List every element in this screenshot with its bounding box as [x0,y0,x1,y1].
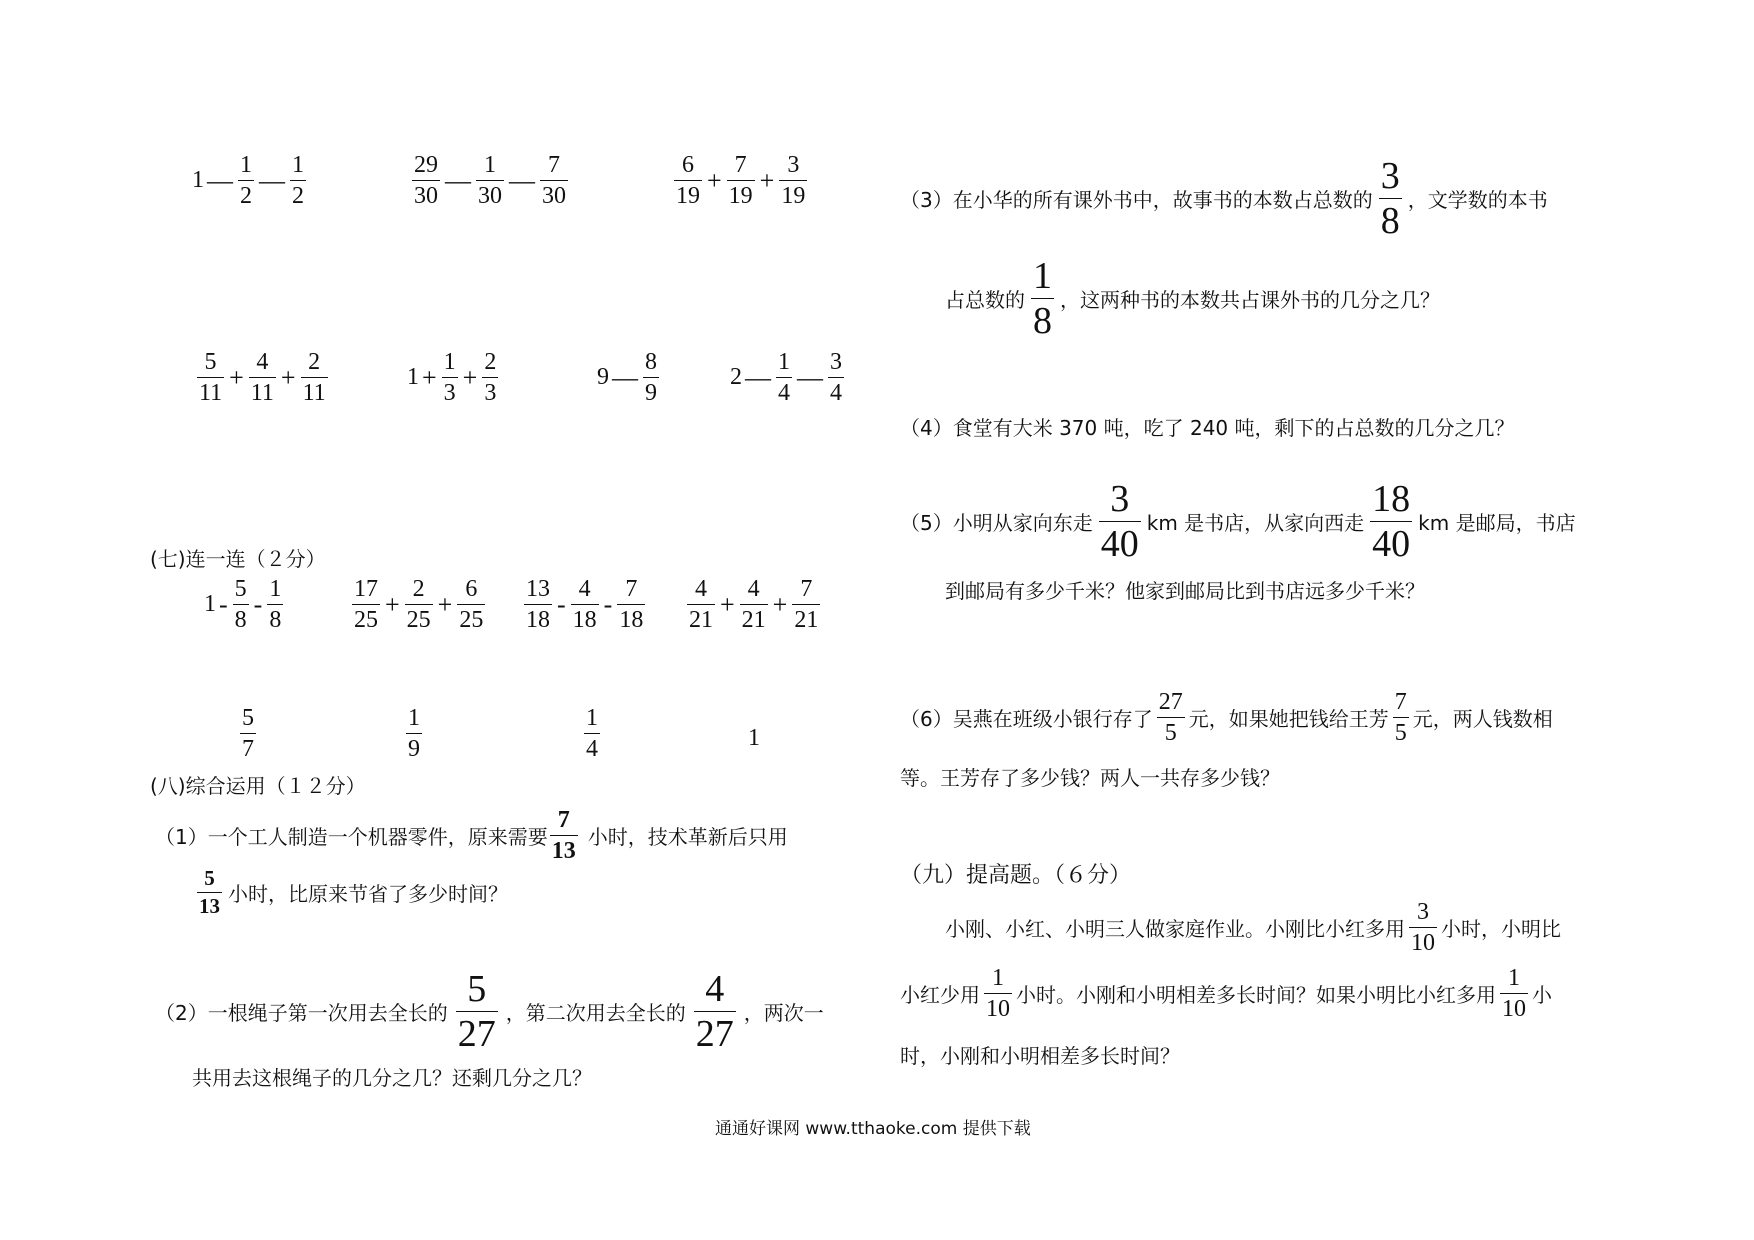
fraction: $\frac{3}{10}$ [1411,899,1435,956]
fraction: $\frac{1}{8}$ [1033,255,1052,342]
fraction: $\frac{1}{30}$ [478,152,502,209]
calc-1-1: 1 — $\frac{1}{2}$ — $\frac{1}{2}$ [192,152,304,209]
fraction: $\frac{7}{18}$ [619,576,644,633]
question-6: （6）吴燕在班级小银行存了 $\frac{27}{5}$ 元，如果她把钱给王芳 $\frac{7}{5}$ 元，两人钱数相 [900,689,1553,746]
fraction: $\frac{27}{5}$ [1158,689,1183,746]
fraction: $\frac{4}{21}$ [741,576,766,633]
calc-2-2: 1 + $\frac{1}{3}$ + $\frac{2}{3}$ [407,349,497,406]
fraction: $\frac{7}{13}$ [551,807,576,864]
question-5: （5）小明从家向东走 $\frac{3}{40}$ km 是书店，从家向西走 $\frac{18}{40}$ km 是邮局，书店 [900,478,1576,565]
fraction: $\frac{29}{30}$ [414,152,438,209]
fraction: $\frac{5}{13}$ [199,866,220,918]
fraction: $\frac{1}{10}$ [1502,965,1526,1022]
calc-1-2: $\frac{29}{30}$ — $\frac{1}{30}$ — $\frac{7}{30}$ [414,152,566,209]
question-2: （2）一根绳子第一次用去全长的 $\frac{5}{27}$ ，第二次用去全长的 $\frac{4}{27}$ ，两次一 [155,968,824,1055]
section-9-line-2: 小红少用 $\frac{1}{10}$ 小时。小刚和小明相差多长时间？如果小明比小红多用 $\frac{1}{10}$ 小 [900,965,1552,1022]
fraction: $\frac{6}{25}$ [459,576,484,633]
section-8-title: (八)综合运用（１２分） [150,774,366,798]
question-5-cont: 到邮局有多少千米？他家到邮局比到书店远多少千米？ [945,579,1425,603]
question-4: （4）食堂有大米 370 吨，吃了 240 吨，剩下的占总数的几分之几？ [900,416,1515,440]
calc-2-1: $\frac{5}{11}$ + $\frac{4}{11}$ + $\frac{2}{11}$ [199,349,326,406]
fraction: $\frac{1}{8}$ [269,576,282,633]
fraction: $\frac{3}{4}$ [830,349,842,406]
fraction: $\frac{3}{19}$ [781,152,806,209]
match-answer-4: 1 [748,725,760,751]
question-2-cont: 共用去这根绳子的几分之几？还剩几分之几？ [192,1066,592,1090]
fraction: $\frac{1}{9}$ [408,705,420,762]
question-1-cont: $\frac{5}{13}$ 小时，比原来节省了多少时间？ [199,866,508,918]
fraction: $\frac{2}{11}$ [302,349,326,406]
fraction: $\frac{4}{21}$ [689,576,713,633]
match-expr-2: $\frac{17}{25}$ + $\frac{2}{25}$ + $\frac{6}{25}$ [354,576,484,633]
question-1: （1）一个工人制造一个机器零件，原来需要 $\frac{7}{13}$ 小时，技术革新后只用 [155,807,788,864]
fraction: $\frac{4}{11}$ [250,349,274,406]
fraction: $\frac{5}{7}$ [242,705,254,762]
fraction: $\frac{4}{27}$ [695,968,734,1055]
fraction: $\frac{5}{11}$ [199,349,223,406]
fraction: $\frac{7}{21}$ [794,576,819,633]
fraction: $\frac{7}{30}$ [542,152,566,209]
calc-2-3: 9 — $\frac{8}{9}$ [597,349,657,406]
fraction: $\frac{2}{3}$ [484,349,497,406]
fraction: $\frac{1}{4}$ [778,349,790,406]
fraction: $\frac{1}{4}$ [586,705,598,762]
section-9-line-3: 时，小刚和小明相差多长时间？ [900,1044,1180,1068]
section-9-line-1: 小刚、小红、小明三人做家庭作业。小刚比小红多用 $\frac{3}{10}$ 小时，小明比 [945,899,1561,956]
fraction: $\frac{5}{8}$ [234,576,247,633]
fraction: $\frac{7}{5}$ [1394,689,1407,746]
match-answer-3 [582,706,602,761]
fraction: $\frac{3}{8}$ [1380,155,1400,242]
question-6-cont: 等。王芳存了多少钱？两人一共存多少钱？ [900,766,1280,790]
calc-1-3: $\frac{6}{19}$ + $\frac{7}{19}$ + $\frac{3}{19}$ [676,152,806,209]
fraction: $\frac{1}{3}$ [443,349,456,406]
fraction: $\frac{7}{19}$ [728,152,753,209]
fraction: $\frac{4}{18}$ [572,576,597,633]
match-expr-1: 1 - $\frac{5}{8}$ - $\frac{1}{8}$ [204,576,282,633]
fraction: $\frac{17}{25}$ [354,576,378,633]
fraction: $\frac{2}{25}$ [406,576,431,633]
fraction: $\frac{8}{9}$ [645,349,657,406]
section-9-title: （九）提高题。（６分） [900,863,1132,888]
footer-source: 通通好课网 www.tthaoke.com 提供下载 [715,1119,1031,1139]
section-7-title: (七)连一连（２分） [150,547,326,571]
fraction: $\frac{6}{19}$ [676,152,700,209]
fraction: $\frac{18}{40}$ [1372,478,1411,565]
fraction: $\frac{3}{40}$ [1100,478,1139,565]
match-answer-1 [238,706,258,761]
question-3-cont: 占总数的 $\frac{1}{8}$ ，这两种书的本数共占课外书的几分之几？ [945,255,1440,342]
match-answer-2 [404,706,424,761]
fraction: $\frac{1}{2}$ [292,152,304,209]
question-3: （3）在小华的所有课外书中，故事书的本数占总数的 $\frac{3}{8}$ ，文学数的本书 [900,155,1548,242]
fraction: $\frac{5}{27}$ [457,968,496,1055]
fraction: $\frac{1}{2}$ [240,152,252,209]
fraction: $\frac{1}{10}$ [986,965,1010,1022]
calc-2-4: 2 — $\frac{1}{4}$ — $\frac{3}{4}$ [730,349,842,406]
fraction: $\frac{13}{18}$ [526,576,550,633]
match-expr-3: $\frac{13}{18}$ - $\frac{4}{18}$ - $\frac{7}{18}$ [526,576,644,633]
match-expr-4: $\frac{4}{21}$ + $\frac{4}{21}$ + $\frac{7}{21}$ [689,576,819,633]
